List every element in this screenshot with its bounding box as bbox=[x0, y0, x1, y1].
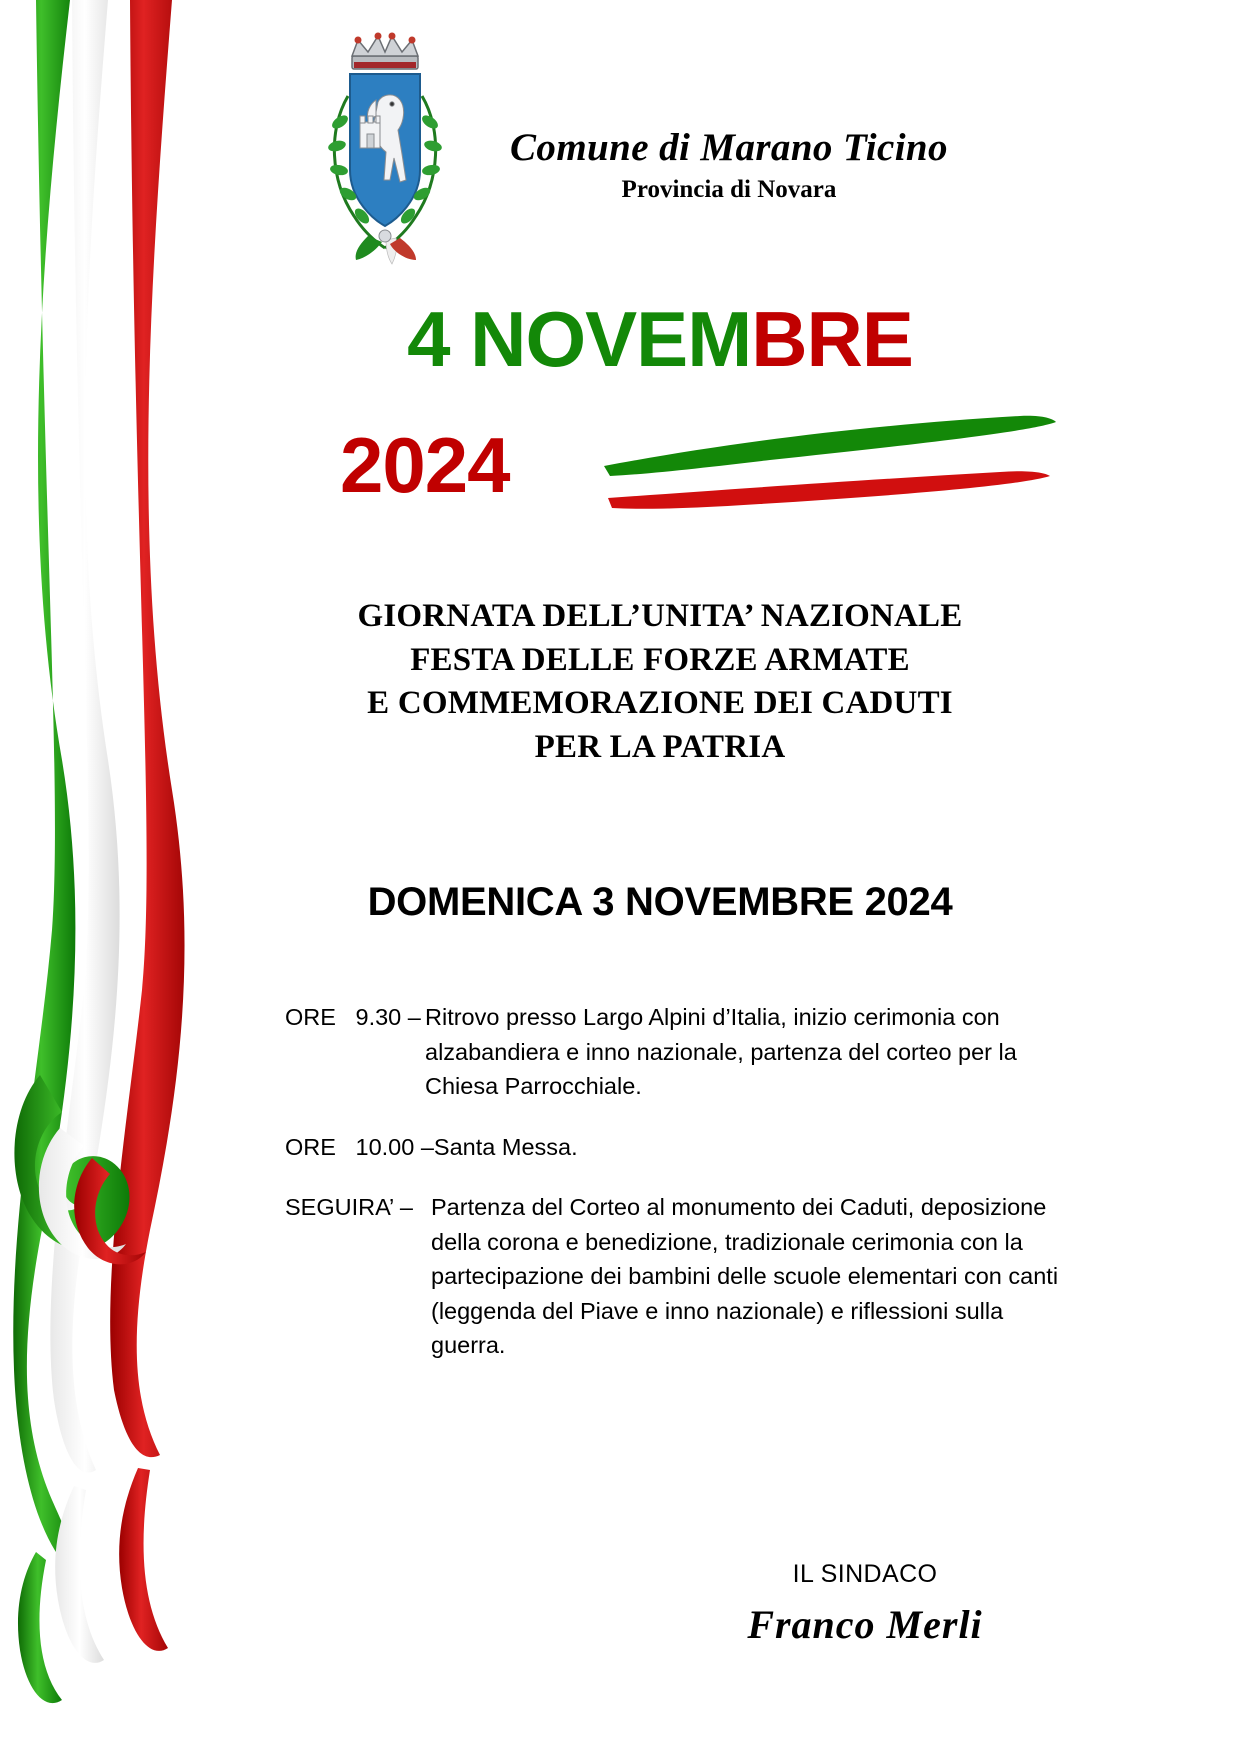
tricolour-ribbon-decoration bbox=[0, 0, 300, 1755]
year-row bbox=[280, 420, 1060, 530]
big-date-red-part: BRE bbox=[751, 295, 913, 383]
schedule-item-text: Partenza del Corteo al monumento dei Caduti, deposizione della corona e benedizione, tradizionale cerimonia con la partecipazione dei bambini delle scuole elementari con canti (leggenda del Piave e inno nazionale) e riflessioni sulla guerra. bbox=[431, 1194, 1059, 1359]
title-line-4: PER LA PATRIA bbox=[534, 728, 786, 765]
schedule-item bbox=[285, 1000, 1075, 1104]
schedule-item-text: Santa Messa. bbox=[433, 1133, 578, 1160]
title-line-2: FESTA DELLE FORZE ARMATE bbox=[410, 641, 910, 678]
comune-name: Comune di Marano Ticino bbox=[510, 126, 948, 169]
big-date-green-part: 4 NOVEM bbox=[407, 295, 752, 383]
schedule-item bbox=[285, 1130, 1075, 1165]
signature-role: IL SINDACO bbox=[792, 1560, 938, 1588]
comune-titles bbox=[510, 125, 948, 204]
municipal-crest-icon bbox=[320, 30, 450, 270]
big-date-line bbox=[280, 295, 1040, 383]
schedule-list bbox=[285, 1000, 1075, 1389]
schedule-item-label: SEGUIRA’ – bbox=[285, 1194, 413, 1221]
schedule-item-text: Ritrovo presso Largo Alpini d’Italia, inizio cerimonia con alzabandiera e inno nazionale, partenza del corteo per la Chiesa Parrocchiale. bbox=[425, 1004, 1017, 1100]
title-line-3: E COMMEMORAZIONE DEI CADUTI bbox=[367, 685, 953, 722]
schedule-item-label: ORE 9.30 – bbox=[285, 1004, 421, 1030]
poster-header bbox=[300, 30, 1120, 280]
tricolour-brushstroke-icon bbox=[600, 410, 1060, 520]
year-text: 2024 bbox=[340, 421, 510, 509]
signature-name: Franco Merli bbox=[747, 1602, 983, 1647]
schedule-item-label: ORE 10.00 – bbox=[285, 1133, 434, 1160]
signature-block bbox=[700, 1560, 1030, 1648]
event-day: DOMENICA 3 NOVEMBRE 2024 bbox=[367, 880, 953, 924]
schedule-item bbox=[285, 1190, 1075, 1363]
provincia-name: Provincia di Novara bbox=[621, 176, 837, 203]
title-line-1: GIORNATA DELL’UNITA’ NAZIONALE bbox=[357, 598, 963, 634]
event-title-block bbox=[240, 595, 1080, 769]
